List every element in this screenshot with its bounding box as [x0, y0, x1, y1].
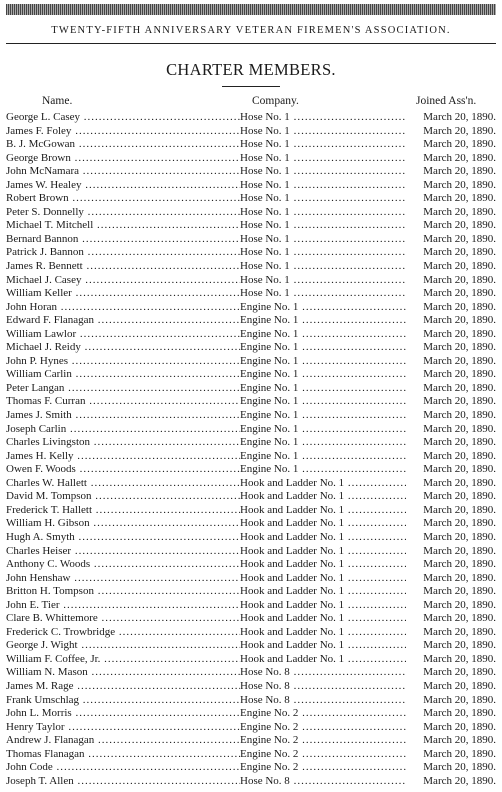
member-name: Charles W. Hallett .....: [6, 477, 240, 491]
member-name: Andrew J. Flanagan .....: [6, 734, 240, 748]
member-row: [0, 666, 502, 680]
member-row: [0, 246, 502, 260]
member-joined-date: March 20, 1890.: [423, 720, 496, 733]
column-headers: [0, 95, 502, 109]
member-company: Hook and Ladder No. 1 .....: [240, 545, 406, 559]
member-name: Charles Heiser .....: [6, 545, 240, 559]
member-joined-date: March 20, 1890.: [423, 205, 496, 218]
member-company: Hook and Ladder No. 1 .....: [240, 612, 406, 626]
member-name: John Code .....: [6, 761, 240, 775]
member-joined-date: March 20, 1890.: [423, 558, 496, 571]
member-name: Peter S. Donnelly .....: [6, 206, 240, 220]
member-joined-date: March 20, 1890.: [423, 476, 496, 489]
member-row: [0, 111, 502, 125]
member-company: Hook and Ladder No. 1 .....: [240, 490, 406, 504]
member-name: William N. Mason .....: [6, 666, 240, 680]
member-row: [0, 572, 502, 586]
member-name: Frederick T. Hallett .....: [6, 504, 240, 518]
member-joined-date: March 20, 1890.: [423, 734, 496, 747]
member-joined-date: March 20, 1890.: [423, 571, 496, 584]
member-joined-date: March 20, 1890.: [423, 693, 496, 706]
member-company: Hose No. 1 .....: [240, 246, 406, 260]
member-joined-date: March 20, 1890.: [423, 503, 496, 516]
member-joined-date: March 20, 1890.: [423, 707, 496, 720]
member-joined-date: March 20, 1890.: [423, 314, 496, 327]
member-name: Thomas Flanagan .....: [6, 748, 240, 762]
member-company: Hose No. 1 .....: [240, 192, 406, 206]
member-company: Hose No. 1 .....: [240, 219, 406, 233]
member-company: Hook and Ladder No. 1 .....: [240, 517, 406, 531]
member-row: [0, 599, 502, 613]
member-row: [0, 409, 502, 423]
member-joined-date: March 20, 1890.: [423, 530, 496, 543]
member-name: Owen F. Woods .....: [6, 463, 240, 477]
member-company: Hose No. 1 .....: [240, 111, 406, 125]
member-row: [0, 165, 502, 179]
member-company: Hook and Ladder No. 1 .....: [240, 653, 406, 667]
member-joined-date: March 20, 1890.: [423, 138, 496, 151]
member-joined-date: March 20, 1890.: [423, 260, 496, 273]
column-header-joined: Joined Ass'n.: [416, 95, 477, 107]
member-row: [0, 707, 502, 721]
member-name: William H. Gibson .....: [6, 517, 240, 531]
member-name: Patrick J. Bannon .....: [6, 246, 240, 260]
member-row: [0, 328, 502, 342]
member-name: Anthony C. Woods .....: [6, 558, 240, 572]
member-row: [0, 775, 502, 789]
member-company: Engine No. 1 .....: [240, 314, 406, 328]
member-row: [0, 274, 502, 288]
member-joined-date: March 20, 1890.: [423, 232, 496, 245]
association-header: TWENTY-FIFTH ANNIVERSARY VETERAN FIREMEN'S ASSOCIATION.: [51, 25, 451, 36]
member-row: [0, 219, 502, 233]
member-joined-date: March 20, 1890.: [423, 652, 496, 665]
member-row: [0, 138, 502, 152]
member-name: B. J. McGowan .....: [6, 138, 240, 152]
member-joined-date: March 20, 1890.: [423, 354, 496, 367]
member-joined-date: March 20, 1890.: [423, 368, 496, 381]
member-row: [0, 125, 502, 139]
member-row: [0, 626, 502, 640]
member-row: [0, 694, 502, 708]
member-joined-date: March 20, 1890.: [423, 598, 496, 611]
members-list: [0, 111, 502, 788]
member-joined-date: March 20, 1890.: [423, 300, 496, 313]
decorative-top-band: [6, 4, 496, 15]
member-company: Engine No. 1 .....: [240, 395, 406, 409]
member-company: Engine No. 1 .....: [240, 301, 406, 315]
member-name: Michael J. Reidy .....: [6, 341, 240, 355]
member-row: [0, 152, 502, 166]
member-company: Hook and Ladder No. 1 .....: [240, 477, 406, 491]
member-name: James W. Healey .....: [6, 179, 240, 193]
member-row: [0, 531, 502, 545]
member-company: Engine No. 1 .....: [240, 328, 406, 342]
member-row: [0, 680, 502, 694]
member-name: George L. Casey .....: [6, 111, 240, 125]
member-company: Hose No. 1 .....: [240, 287, 406, 301]
member-joined-date: March 20, 1890.: [423, 246, 496, 259]
member-joined-date: March 20, 1890.: [423, 585, 496, 598]
member-row: [0, 301, 502, 315]
member-company: Engine No. 1 .....: [240, 450, 406, 464]
member-row: [0, 545, 502, 559]
member-row: [0, 233, 502, 247]
member-company: Engine No. 1 .....: [240, 423, 406, 437]
member-joined-date: March 20, 1890.: [423, 666, 496, 679]
member-name: Bernard Bannon .....: [6, 233, 240, 247]
member-row: [0, 179, 502, 193]
member-company: Hook and Ladder No. 1 .....: [240, 531, 406, 545]
member-joined-date: March 20, 1890.: [423, 463, 496, 476]
member-name: James H. Kelly .....: [6, 450, 240, 464]
member-joined-date: March 20, 1890.: [423, 747, 496, 760]
member-joined-date: March 20, 1890.: [423, 639, 496, 652]
member-company: Hose No. 1 .....: [240, 274, 406, 288]
member-name: David M. Tompson .....: [6, 490, 240, 504]
member-row: [0, 721, 502, 735]
member-joined-date: March 20, 1890.: [423, 165, 496, 178]
member-company: Hook and Ladder No. 1 .....: [240, 585, 406, 599]
member-name: John McNamara .....: [6, 165, 240, 179]
member-joined-date: March 20, 1890.: [423, 178, 496, 191]
member-company: Engine No. 1 .....: [240, 463, 406, 477]
member-company: Hook and Ladder No. 1 .....: [240, 504, 406, 518]
column-header-company: Company.: [252, 95, 299, 107]
member-row: [0, 260, 502, 274]
member-row: [0, 477, 502, 491]
member-company: Engine No. 2 .....: [240, 707, 406, 721]
member-name: James J. Smith .....: [6, 409, 240, 423]
member-joined-date: March 20, 1890.: [423, 395, 496, 408]
member-joined-date: March 20, 1890.: [423, 449, 496, 462]
member-joined-date: March 20, 1890.: [423, 625, 496, 638]
member-row: [0, 653, 502, 667]
member-name: George J. Wight .....: [6, 639, 240, 653]
column-header-name: Name.: [42, 95, 73, 107]
member-name: William Keller .....: [6, 287, 240, 301]
member-company: Engine No. 2 .....: [240, 734, 406, 748]
member-name: Edward F. Flanagan .....: [6, 314, 240, 328]
member-name: William Lawlor .....: [6, 328, 240, 342]
member-name: Michael T. Mitchell .....: [6, 219, 240, 233]
member-joined-date: March 20, 1890.: [423, 517, 496, 530]
member-company: Hose No. 1 .....: [240, 260, 406, 274]
member-joined-date: March 20, 1890.: [423, 774, 496, 787]
member-name: Frank Umschlag .....: [6, 694, 240, 708]
member-company: Hose No. 1 .....: [240, 206, 406, 220]
member-name: John L. Morris .....: [6, 707, 240, 721]
member-company: Engine No. 1 .....: [240, 355, 406, 369]
member-name: Frederick C. Trowbridge .....: [6, 626, 240, 640]
member-name: George Brown .....: [6, 152, 240, 166]
member-row: [0, 368, 502, 382]
member-name: Henry Taylor .....: [6, 721, 240, 735]
member-company: Engine No. 2 .....: [240, 748, 406, 762]
member-row: [0, 639, 502, 653]
member-company: Hose No. 1 .....: [240, 125, 406, 139]
member-company: Hook and Ladder No. 1 .....: [240, 626, 406, 640]
member-row: [0, 612, 502, 626]
member-name: James F. Foley .....: [6, 125, 240, 139]
member-joined-date: March 20, 1890.: [423, 327, 496, 340]
member-company: Hose No. 1 .....: [240, 152, 406, 166]
member-company: Hose No. 8 .....: [240, 694, 406, 708]
member-joined-date: March 20, 1890.: [423, 287, 496, 300]
member-row: [0, 761, 502, 775]
member-name: John Horan .....: [6, 301, 240, 315]
member-joined-date: March 20, 1890.: [423, 111, 496, 123]
member-name: John E. Tier .....: [6, 599, 240, 613]
member-name: Thomas F. Curran .....: [6, 395, 240, 409]
member-company: Engine No. 1 .....: [240, 368, 406, 382]
member-joined-date: March 20, 1890.: [423, 679, 496, 692]
header-rule: [6, 43, 496, 44]
member-company: Hook and Ladder No. 1 .....: [240, 572, 406, 586]
member-joined-date: March 20, 1890.: [423, 219, 496, 232]
member-name: Michael J. Casey .....: [6, 274, 240, 288]
member-company: Hose No. 8 .....: [240, 680, 406, 694]
member-row: [0, 355, 502, 369]
member-company: Hook and Ladder No. 1 .....: [240, 558, 406, 572]
member-row: [0, 206, 502, 220]
member-row: [0, 558, 502, 572]
member-row: [0, 341, 502, 355]
page-title: CHARTER MEMBERS.: [166, 60, 336, 79]
member-joined-date: March 20, 1890.: [423, 436, 496, 449]
title-underline: [222, 86, 280, 87]
member-joined-date: March 20, 1890.: [423, 544, 496, 557]
member-row: [0, 382, 502, 396]
member-row: [0, 423, 502, 437]
member-joined-date: March 20, 1890.: [423, 381, 496, 394]
member-company: Engine No. 2 .....: [240, 761, 406, 775]
member-name: John P. Hynes .....: [6, 355, 240, 369]
member-name: Robert Brown .....: [6, 192, 240, 206]
member-joined-date: March 20, 1890.: [423, 273, 496, 286]
member-row: [0, 287, 502, 301]
member-name: Joseph Carlin .....: [6, 423, 240, 437]
member-company: Engine No. 1 .....: [240, 409, 406, 423]
member-row: [0, 734, 502, 748]
member-name: Joseph T. Allen .....: [6, 775, 240, 789]
member-row: [0, 748, 502, 762]
member-row: [0, 490, 502, 504]
member-row: [0, 463, 502, 477]
member-row: [0, 192, 502, 206]
member-company: Hose No. 1 .....: [240, 179, 406, 193]
member-joined-date: March 20, 1890.: [423, 490, 496, 503]
member-name: James R. Bennett .....: [6, 260, 240, 274]
member-name: Hugh A. Smyth .....: [6, 531, 240, 545]
member-name: William Carlin .....: [6, 368, 240, 382]
member-name: William F. Coffee, Jr. .....: [6, 653, 240, 667]
member-joined-date: March 20, 1890.: [423, 192, 496, 205]
member-row: [0, 436, 502, 450]
member-company: Engine No. 2 .....: [240, 721, 406, 735]
member-joined-date: March 20, 1890.: [423, 761, 496, 774]
member-company: Hose No. 1 .....: [240, 233, 406, 247]
member-company: Hook and Ladder No. 1 .....: [240, 639, 406, 653]
member-joined-date: March 20, 1890.: [423, 124, 496, 137]
member-joined-date: March 20, 1890.: [423, 612, 496, 625]
member-row: [0, 504, 502, 518]
member-row: [0, 517, 502, 531]
member-name: John Henshaw .....: [6, 572, 240, 586]
member-joined-date: March 20, 1890.: [423, 409, 496, 422]
member-name: Peter Langan .....: [6, 382, 240, 396]
member-row: [0, 450, 502, 464]
member-company: Engine No. 1 .....: [240, 341, 406, 355]
member-joined-date: March 20, 1890.: [423, 422, 496, 435]
member-company: Hook and Ladder No. 1 .....: [240, 599, 406, 613]
member-row: [0, 314, 502, 328]
member-company: Hose No. 8 .....: [240, 775, 406, 789]
member-name: Charles Livingston .....: [6, 436, 240, 450]
member-joined-date: March 20, 1890.: [423, 341, 496, 354]
member-name: James M. Rage .....: [6, 680, 240, 694]
member-company: Hose No. 1 .....: [240, 138, 406, 152]
member-name: Britton H. Tompson .....: [6, 585, 240, 599]
member-row: [0, 585, 502, 599]
member-name: Clare B. Whittemore .....: [6, 612, 240, 626]
member-company: Engine No. 1 .....: [240, 382, 406, 396]
member-company: Engine No. 1 .....: [240, 436, 406, 450]
member-joined-date: March 20, 1890.: [423, 151, 496, 164]
member-company: Hose No. 8 .....: [240, 666, 406, 680]
member-row: [0, 395, 502, 409]
member-company: Hose No. 1 .....: [240, 165, 406, 179]
